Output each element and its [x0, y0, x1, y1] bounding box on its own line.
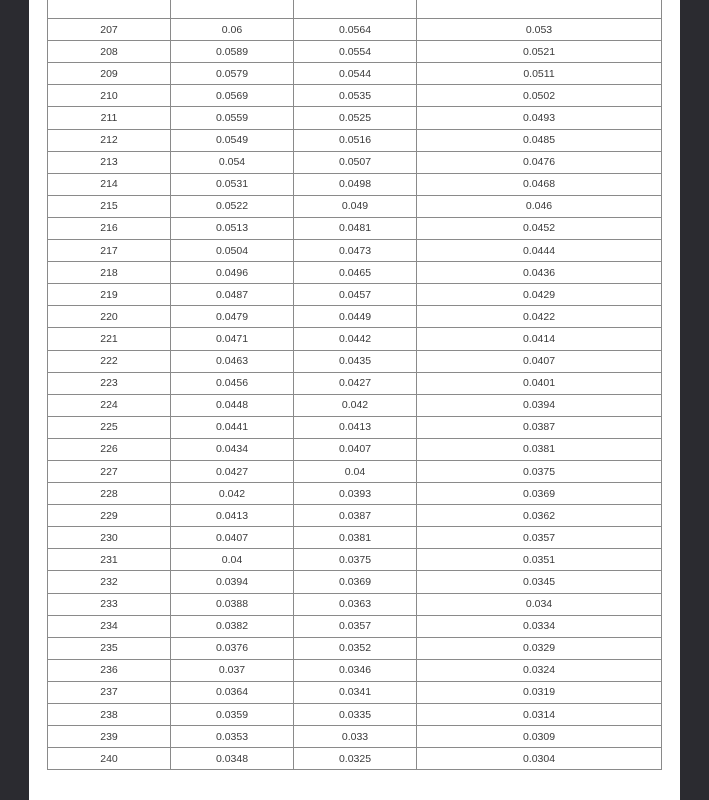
table-body [48, 0, 662, 770]
table-row [48, 659, 662, 681]
value-cell-3: 0.0309 [417, 726, 662, 748]
value-cell-1: 0.037 [171, 659, 294, 681]
table-row [48, 41, 662, 63]
value-cell-1: 0.0413 [171, 505, 294, 527]
value-cell-2: 0.0498 [294, 173, 417, 195]
value-cell-1: 0.0504 [171, 240, 294, 262]
value-cell-1: 0.0549 [171, 129, 294, 151]
value-cell-2: 0.0442 [294, 328, 417, 350]
value-cell-1: 0.0531 [171, 173, 294, 195]
value-cell-2: 0.0341 [294, 681, 417, 703]
value-cell-1: 0.0522 [171, 195, 294, 217]
table-row [48, 151, 662, 173]
value-cell-1: 0.0353 [171, 726, 294, 748]
index-cell: 234 [48, 615, 171, 637]
value-cell-3: 0.0362 [417, 505, 662, 527]
index-cell [48, 0, 171, 19]
value-cell-3: 0.0314 [417, 704, 662, 726]
value-cell-3: 0.0422 [417, 306, 662, 328]
index-cell: 219 [48, 284, 171, 306]
index-cell: 223 [48, 372, 171, 394]
value-cell-2: 0.0465 [294, 262, 417, 284]
value-cell-2: 0.0413 [294, 416, 417, 438]
value-cell-3: 0.0407 [417, 350, 662, 372]
value-cell-3: 0.0521 [417, 41, 662, 63]
value-cell-1: 0.06 [171, 19, 294, 41]
value-cell-1: 0.0569 [171, 85, 294, 107]
value-cell-3: 0.0468 [417, 173, 662, 195]
index-cell: 225 [48, 416, 171, 438]
value-cell-2: 0.0387 [294, 505, 417, 527]
index-cell: 210 [48, 85, 171, 107]
value-cell-1: 0.0441 [171, 416, 294, 438]
value-cell-1: 0.0487 [171, 284, 294, 306]
index-cell: 228 [48, 483, 171, 505]
value-cell-1: 0.0427 [171, 460, 294, 482]
value-cell-3: 0.0375 [417, 460, 662, 482]
value-cell-3: 0.0502 [417, 85, 662, 107]
value-cell-2: 0.0449 [294, 306, 417, 328]
value-cell-3: 0.0345 [417, 571, 662, 593]
index-cell: 230 [48, 527, 171, 549]
index-cell: 232 [48, 571, 171, 593]
value-cell-3: 0.0351 [417, 549, 662, 571]
index-cell: 226 [48, 438, 171, 460]
document-page [29, 0, 680, 800]
table-row [48, 63, 662, 85]
value-cell-2: 0.04 [294, 460, 417, 482]
value-cell-1: 0.0456 [171, 372, 294, 394]
index-cell: 229 [48, 505, 171, 527]
value-cell-2: 0.0507 [294, 151, 417, 173]
table-row [48, 438, 662, 460]
table-row [48, 726, 662, 748]
table-row [48, 549, 662, 571]
index-cell: 217 [48, 240, 171, 262]
value-cell-3: 0.053 [417, 19, 662, 41]
index-cell: 218 [48, 262, 171, 284]
value-cell-3: 0.0476 [417, 151, 662, 173]
table-row [48, 416, 662, 438]
value-cell-3 [417, 0, 662, 19]
index-cell: 227 [48, 460, 171, 482]
index-cell: 240 [48, 748, 171, 770]
index-cell: 238 [48, 704, 171, 726]
table-row [48, 85, 662, 107]
value-cell-3: 0.0401 [417, 372, 662, 394]
value-cell-2: 0.0357 [294, 615, 417, 637]
value-cell-1: 0.0579 [171, 63, 294, 85]
value-cell-2: 0.0407 [294, 438, 417, 460]
table-row [48, 748, 662, 770]
value-cell-1: 0.0382 [171, 615, 294, 637]
value-cell-2: 0.0352 [294, 637, 417, 659]
index-cell: 211 [48, 107, 171, 129]
table-row [48, 704, 662, 726]
value-cell-3: 0.0394 [417, 394, 662, 416]
index-cell: 208 [48, 41, 171, 63]
value-cell-2: 0.0325 [294, 748, 417, 770]
table-row [48, 505, 662, 527]
value-cell-1: 0.0407 [171, 527, 294, 549]
value-cell-3: 0.0452 [417, 217, 662, 239]
value-cell-2: 0.042 [294, 394, 417, 416]
value-cell-1: 0.0471 [171, 328, 294, 350]
value-cell-3: 0.0511 [417, 63, 662, 85]
value-cell-1: 0.0434 [171, 438, 294, 460]
value-cell-3: 0.0369 [417, 483, 662, 505]
value-cell-2: 0.0564 [294, 19, 417, 41]
value-cell-2: 0.0535 [294, 85, 417, 107]
index-cell: 237 [48, 681, 171, 703]
table-row [48, 350, 662, 372]
value-cell-2: 0.0393 [294, 483, 417, 505]
value-cell-1: 0.0589 [171, 41, 294, 63]
value-cell-1: 0.0376 [171, 637, 294, 659]
table-row [48, 195, 662, 217]
value-cell-2: 0.0381 [294, 527, 417, 549]
value-cell-1: 0.0364 [171, 681, 294, 703]
value-cell-2: 0.0369 [294, 571, 417, 593]
value-cell-3: 0.0324 [417, 659, 662, 681]
index-cell: 224 [48, 394, 171, 416]
value-cell-2: 0.033 [294, 726, 417, 748]
value-cell-3: 0.034 [417, 593, 662, 615]
table-row [48, 19, 662, 41]
table-row [48, 240, 662, 262]
value-cell-2: 0.049 [294, 195, 417, 217]
table-row [48, 394, 662, 416]
value-cell-1: 0.054 [171, 151, 294, 173]
table-row [48, 460, 662, 482]
index-cell: 236 [48, 659, 171, 681]
data-table [47, 0, 662, 770]
value-cell-3: 0.0414 [417, 328, 662, 350]
table-row [48, 129, 662, 151]
value-cell-1: 0.0394 [171, 571, 294, 593]
value-cell-2: 0.0435 [294, 350, 417, 372]
value-cell-2: 0.0554 [294, 41, 417, 63]
value-cell-2: 0.0427 [294, 372, 417, 394]
value-cell-1: 0.0496 [171, 262, 294, 284]
value-cell-3: 0.0319 [417, 681, 662, 703]
table-row [48, 527, 662, 549]
value-cell-2: 0.0335 [294, 704, 417, 726]
index-cell: 231 [48, 549, 171, 571]
table-row [48, 328, 662, 350]
index-cell: 216 [48, 217, 171, 239]
value-cell-3: 0.046 [417, 195, 662, 217]
table-row [48, 107, 662, 129]
table-row [48, 217, 662, 239]
table-row [48, 593, 662, 615]
index-cell: 207 [48, 19, 171, 41]
value-cell-1: 0.0448 [171, 394, 294, 416]
value-cell-3: 0.0429 [417, 284, 662, 306]
value-cell-3: 0.0485 [417, 129, 662, 151]
value-cell-1: 0.0479 [171, 306, 294, 328]
table-row [48, 0, 662, 19]
table-row [48, 262, 662, 284]
value-cell-2: 0.0481 [294, 217, 417, 239]
index-cell: 212 [48, 129, 171, 151]
value-cell-2: 0.0544 [294, 63, 417, 85]
index-cell: 239 [48, 726, 171, 748]
index-cell: 220 [48, 306, 171, 328]
value-cell-3: 0.0334 [417, 615, 662, 637]
value-cell-1 [171, 0, 294, 19]
table-row [48, 372, 662, 394]
index-cell: 233 [48, 593, 171, 615]
table-row [48, 637, 662, 659]
value-cell-1: 0.0559 [171, 107, 294, 129]
index-cell: 214 [48, 173, 171, 195]
index-cell: 222 [48, 350, 171, 372]
value-cell-1: 0.04 [171, 549, 294, 571]
value-cell-2: 0.0516 [294, 129, 417, 151]
index-cell: 235 [48, 637, 171, 659]
table-row [48, 571, 662, 593]
table-row [48, 681, 662, 703]
index-cell: 213 [48, 151, 171, 173]
table-row [48, 306, 662, 328]
index-cell: 221 [48, 328, 171, 350]
value-cell-2: 0.0473 [294, 240, 417, 262]
value-cell-1: 0.0348 [171, 748, 294, 770]
value-cell-1: 0.0359 [171, 704, 294, 726]
table-row [48, 173, 662, 195]
value-cell-2: 0.0457 [294, 284, 417, 306]
value-cell-3: 0.0304 [417, 748, 662, 770]
value-cell-3: 0.0493 [417, 107, 662, 129]
value-cell-3: 0.0444 [417, 240, 662, 262]
value-cell-2: 0.0375 [294, 549, 417, 571]
value-cell-3: 0.0329 [417, 637, 662, 659]
value-cell-1: 0.042 [171, 483, 294, 505]
value-cell-2 [294, 0, 417, 19]
index-cell: 209 [48, 63, 171, 85]
value-cell-2: 0.0525 [294, 107, 417, 129]
table-row [48, 615, 662, 637]
index-cell: 215 [48, 195, 171, 217]
table-row [48, 483, 662, 505]
value-cell-1: 0.0388 [171, 593, 294, 615]
table-row [48, 284, 662, 306]
value-cell-2: 0.0363 [294, 593, 417, 615]
value-cell-1: 0.0463 [171, 350, 294, 372]
value-cell-1: 0.0513 [171, 217, 294, 239]
value-cell-3: 0.0387 [417, 416, 662, 438]
value-cell-3: 0.0436 [417, 262, 662, 284]
value-cell-3: 0.0357 [417, 527, 662, 549]
value-cell-3: 0.0381 [417, 438, 662, 460]
value-cell-2: 0.0346 [294, 659, 417, 681]
